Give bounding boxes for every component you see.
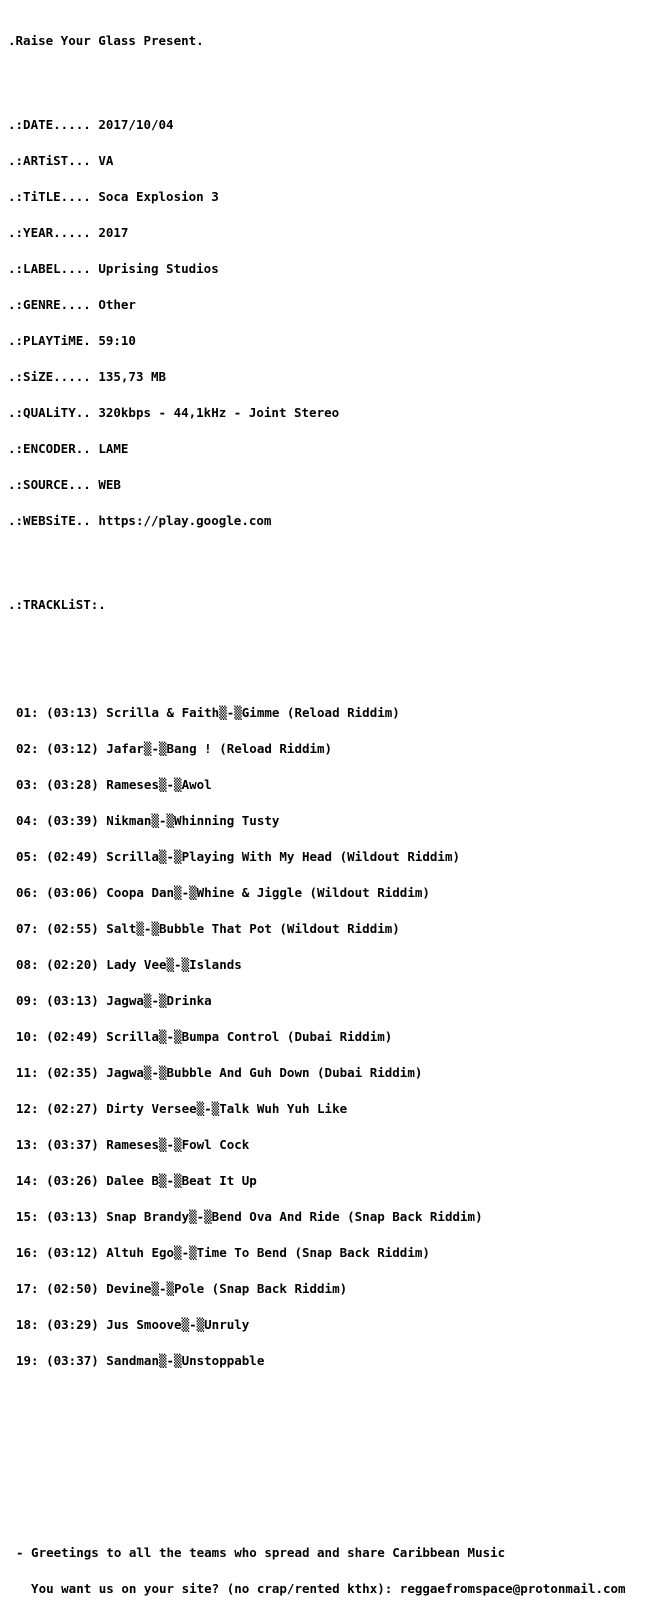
info-field-title xyxy=(8,191,668,203)
nfo-text-document xyxy=(8,11,668,1607)
field-key: .:YEAR..... xyxy=(8,225,91,240)
field-value: 2017/10/04 xyxy=(98,117,174,132)
field-value: 135,73 MB xyxy=(98,369,167,384)
info-field-quality xyxy=(8,407,668,419)
field-value: WEB xyxy=(98,477,121,492)
info-field-encoder xyxy=(8,443,668,455)
field-key: .:DATE..... xyxy=(8,117,91,132)
field-value: 320kbps - 44,1kHz - Joint Stereo xyxy=(98,405,340,420)
info-field-playtime xyxy=(8,335,668,347)
track-line: 07: (02:55) Salt▒-▒Bubble That Pot (Wildout Riddim) xyxy=(16,921,400,936)
field-value: LAME xyxy=(98,441,129,456)
field-key: .:ARTiST... xyxy=(8,153,91,168)
track-line: 02: (03:12) Jafar▒-▒Bang ! (Reload Riddim) xyxy=(16,741,333,756)
field-value: Other xyxy=(98,297,136,312)
greetings-line: - Greetings to all the teams who spread and share Caribbean Music xyxy=(16,1545,506,1560)
tracklist-heading: .:TRACKLiST:. xyxy=(8,597,106,612)
spacer xyxy=(8,635,668,647)
field-key: .:ENCODER.. xyxy=(8,441,91,456)
track-line: 13: (03:37) Rameses▒-▒Fowl Cock xyxy=(16,1137,250,1152)
track-line: 10: (02:49) Scrilla▒-▒Bumpa Control (Dubai Riddim) xyxy=(16,1029,393,1044)
field-value: 59:10 xyxy=(98,333,136,348)
track-line: 11: (02:35) Jagwa▒-▒Bubble And Guh Down (Dubai Riddim) xyxy=(16,1065,423,1080)
field-value: https://play.google.com xyxy=(98,513,272,528)
info-field-year xyxy=(8,227,668,239)
spacer xyxy=(8,563,668,575)
track-line: 17: (02:50) Devine▒-▒Pole (Snap Back Riddim) xyxy=(16,1281,348,1296)
field-key: .:PLAYTiME. xyxy=(8,333,91,348)
info-field-source xyxy=(8,479,668,491)
field-key: .:SiZE..... xyxy=(8,369,91,384)
info-field-website xyxy=(8,515,668,527)
info-field-size xyxy=(8,371,668,383)
track-line: 05: (02:49) Scrilla▒-▒Playing With My Head (Wildout Riddim) xyxy=(16,849,461,864)
track-line: 09: (03:13) Jagwa▒-▒Drinka xyxy=(16,993,212,1008)
info-field-genre xyxy=(8,299,668,311)
track-line: 16: (03:12) Altuh Ego▒-▒Time To Bend (Snap Back Riddim) xyxy=(16,1245,430,1260)
info-field-artist xyxy=(8,155,668,167)
field-key: .:LABEL.... xyxy=(8,261,91,276)
spacer xyxy=(8,1499,668,1511)
field-value: VA xyxy=(98,153,114,168)
info-field-date xyxy=(8,119,668,131)
track-line: 12: (02:27) Dirty Versee▒-▒Talk Wuh Yuh Like xyxy=(16,1101,348,1116)
field-key: .:WEBSiTE.. xyxy=(8,513,91,528)
tracklist xyxy=(8,683,668,1391)
field-key: .:GENRE.... xyxy=(8,297,91,312)
track-line: 03: (03:28) Rameses▒-▒Awol xyxy=(16,777,212,792)
track-line: 19: (03:37) Sandman▒-▒Unstoppable xyxy=(16,1353,265,1368)
track-line: 15: (03:13) Snap Brandy▒-▒Bend Ova And Ride (Snap Back Riddim) xyxy=(16,1209,483,1224)
spacer xyxy=(8,1463,668,1475)
release-header: .Raise Your Glass Present. xyxy=(8,33,204,48)
track-line: 14: (03:26) Dalee B▒-▒Beat It Up xyxy=(16,1173,257,1188)
field-value: Uprising Studios xyxy=(98,261,219,276)
info-field-label xyxy=(8,263,668,275)
spacer xyxy=(8,71,668,83)
track-line: 18: (03:29) Jus Smoove▒-▒Unruly xyxy=(16,1317,250,1332)
contact-line: You want us on your site? (no crap/rented kthx): reggaefromspace@protonmail.com xyxy=(16,1581,626,1596)
field-key: .:TiTLE.... xyxy=(8,189,91,204)
spacer xyxy=(8,1427,668,1439)
track-line: 01: (03:13) Scrilla & Faith▒-▒Gimme (Reload Riddim) xyxy=(16,705,400,720)
track-line: 06: (03:06) Coopa Dan▒-▒Whine & Jiggle (Wildout Riddim) xyxy=(16,885,430,900)
field-value: Soca Explosion 3 xyxy=(98,189,219,204)
field-key: .:QUALiTY.. xyxy=(8,405,91,420)
track-line: 04: (03:39) Nikman▒-▒Whinning Tusty xyxy=(16,813,280,828)
field-key: .:SOURCE... xyxy=(8,477,91,492)
field-value: 2017 xyxy=(98,225,129,240)
track-line: 08: (02:20) Lady Vee▒-▒Islands xyxy=(16,957,242,972)
